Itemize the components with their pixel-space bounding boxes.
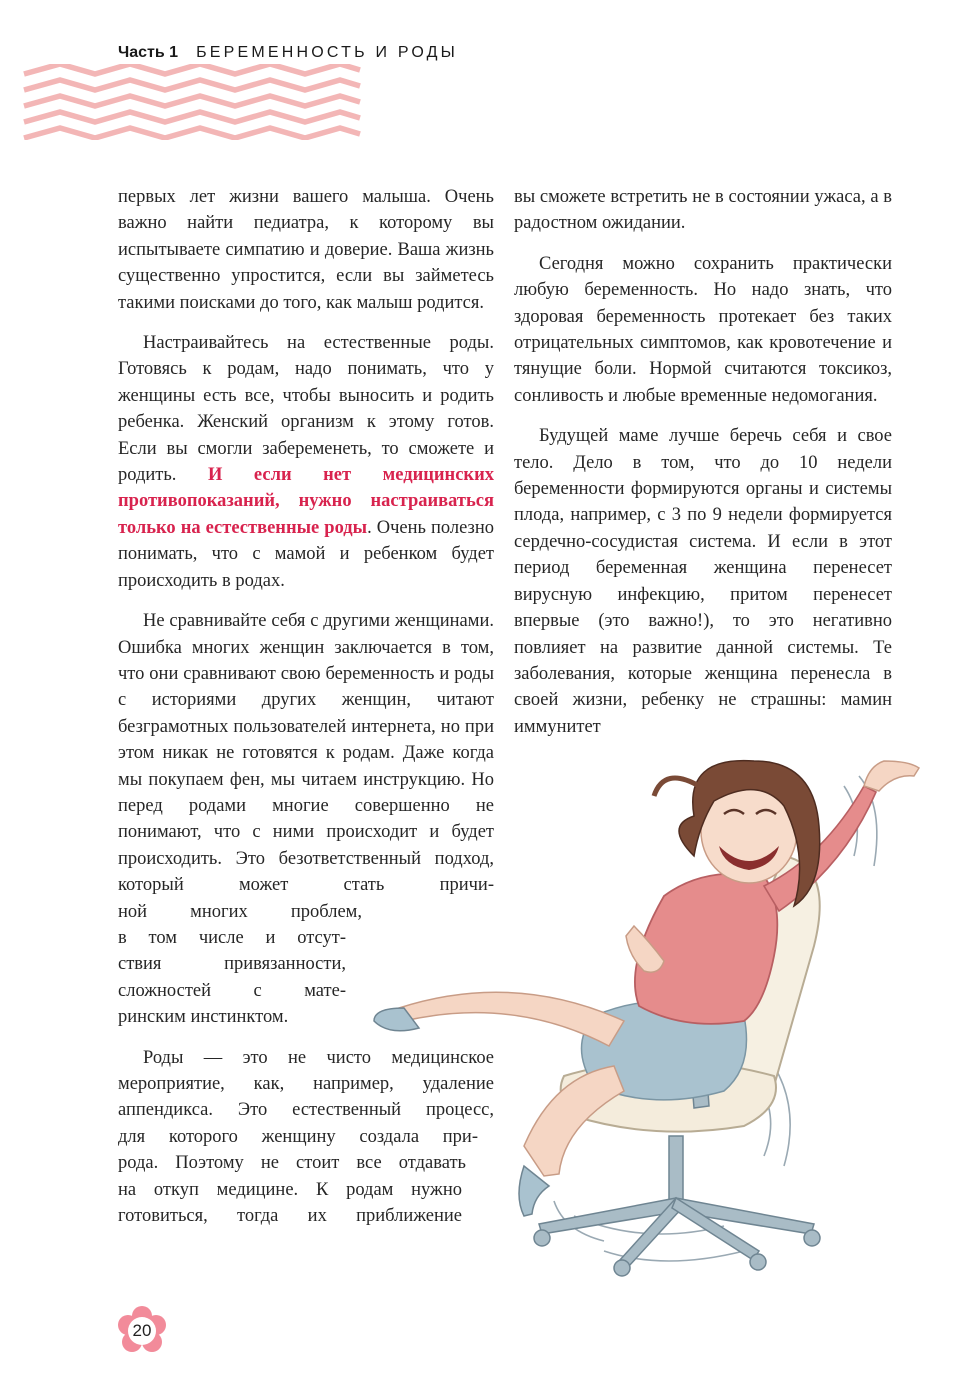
- pregnant-woman-in-office-chair-illustration: [364, 746, 924, 1286]
- paragraph-text: . Очень полезно понимать, что с мамой и ребенком будет происходить в родах.: [118, 517, 494, 591]
- wrap-line: мероприятие, как, например, удаление: [118, 1074, 494, 1094]
- running-header: [118, 44, 458, 62]
- highlighted-text: И если нет медицинских противопоказаний, нужно настраиваться только на естественные роды: [118, 465, 494, 538]
- zigzag-decoration-icon: [0, 64, 362, 140]
- wrap-line: Роды — это не чисто медицинское: [143, 1047, 494, 1068]
- paragraph: вы сможете встретить не в состоянии ужаса, а в радостном ожидании.: [514, 187, 892, 234]
- paragraph-text: Настраивайтесь на естественные роды. Готовясь к родам, надо понимать, что у женщины есть все, чтобы выносить и родить ребенка. Женский организм к этому готов. Если вы смогли забеременеть, то сможете и родить.: [118, 333, 494, 486]
- page-number: 20: [132, 1321, 152, 1340]
- paragraph: Будущей маме лучше беречь себя и свое тело. Дело в том, что до 10 недели беременности формируются органы и системы плода, например, с 3 по 9 недели формируется сердечно-сосудистая система. И если в этот период беременная женщина перенесет вирусную инфекцию, притом перенесет впервые (это важно!), то это негативно повлияет на развитие данной системы. Те заболевания, которые женщина перенесла в своей жизни, ребенку не страшны: мамин иммунитет: [514, 426, 892, 737]
- wrap-line: аппендикса. Это естественный процесс,: [118, 1100, 494, 1121]
- wrap-line: сложностей с мате-: [118, 980, 346, 1001]
- paragraph: первых лет жизни вашего малыша. Очень важно найти педиатра, к которому вы испытываете симпатию и доверие. Ваша жизнь существенно упростится, если вы займетесь такими поисками до того, как малыш родится.: [118, 187, 494, 313]
- paragraph-text: Не сравнивайте себя с другими женщинами. Ошибка многих женщин заключается в том, что они сравнивают свою беременность и роды с историями других женщин, читают безграмотных пользователей интернета, но при этом никак не готовятся к родам. Даже когда мы покупаем фен, мы читаем инструкцию. Но перед родами многие совершенно не понимают, что с ними происходит и будет происходить. Это безответственный подход, который может стать причи-: [118, 611, 494, 896]
- wrap-line: ной многих проблем,: [118, 901, 362, 922]
- part-title: БЕРЕМЕННОСТЬ И РОДЫ: [196, 44, 459, 61]
- wrap-line: ринским инстинктом.: [118, 1007, 289, 1028]
- wrap-line: рода. Поэтому не стоит все отдавать: [118, 1153, 466, 1174]
- paragraph: Сегодня можно сохранить практически любую беременность. Но надо знать, что здоровая беременность протекает без таких отрицательных симптомов, как кровотечение и тянущие боли. Нормой считаются токсикоз, сонливость и любые временные недомогания.: [514, 253, 892, 406]
- paragraph-highlight: [118, 330, 494, 594]
- wrap-line: готовиться, тогда их приближение: [118, 1206, 462, 1227]
- part-label: Часть 1: [118, 44, 179, 61]
- wrap-line: ствия привязанности,: [118, 954, 346, 975]
- right-column: [514, 184, 892, 740]
- wrap-line: для которого женщину создала при-: [118, 1126, 478, 1147]
- wrap-line: на откуп медицине. К родам нужно: [118, 1179, 462, 1200]
- wrap-line: в том числе и отсут-: [118, 927, 346, 948]
